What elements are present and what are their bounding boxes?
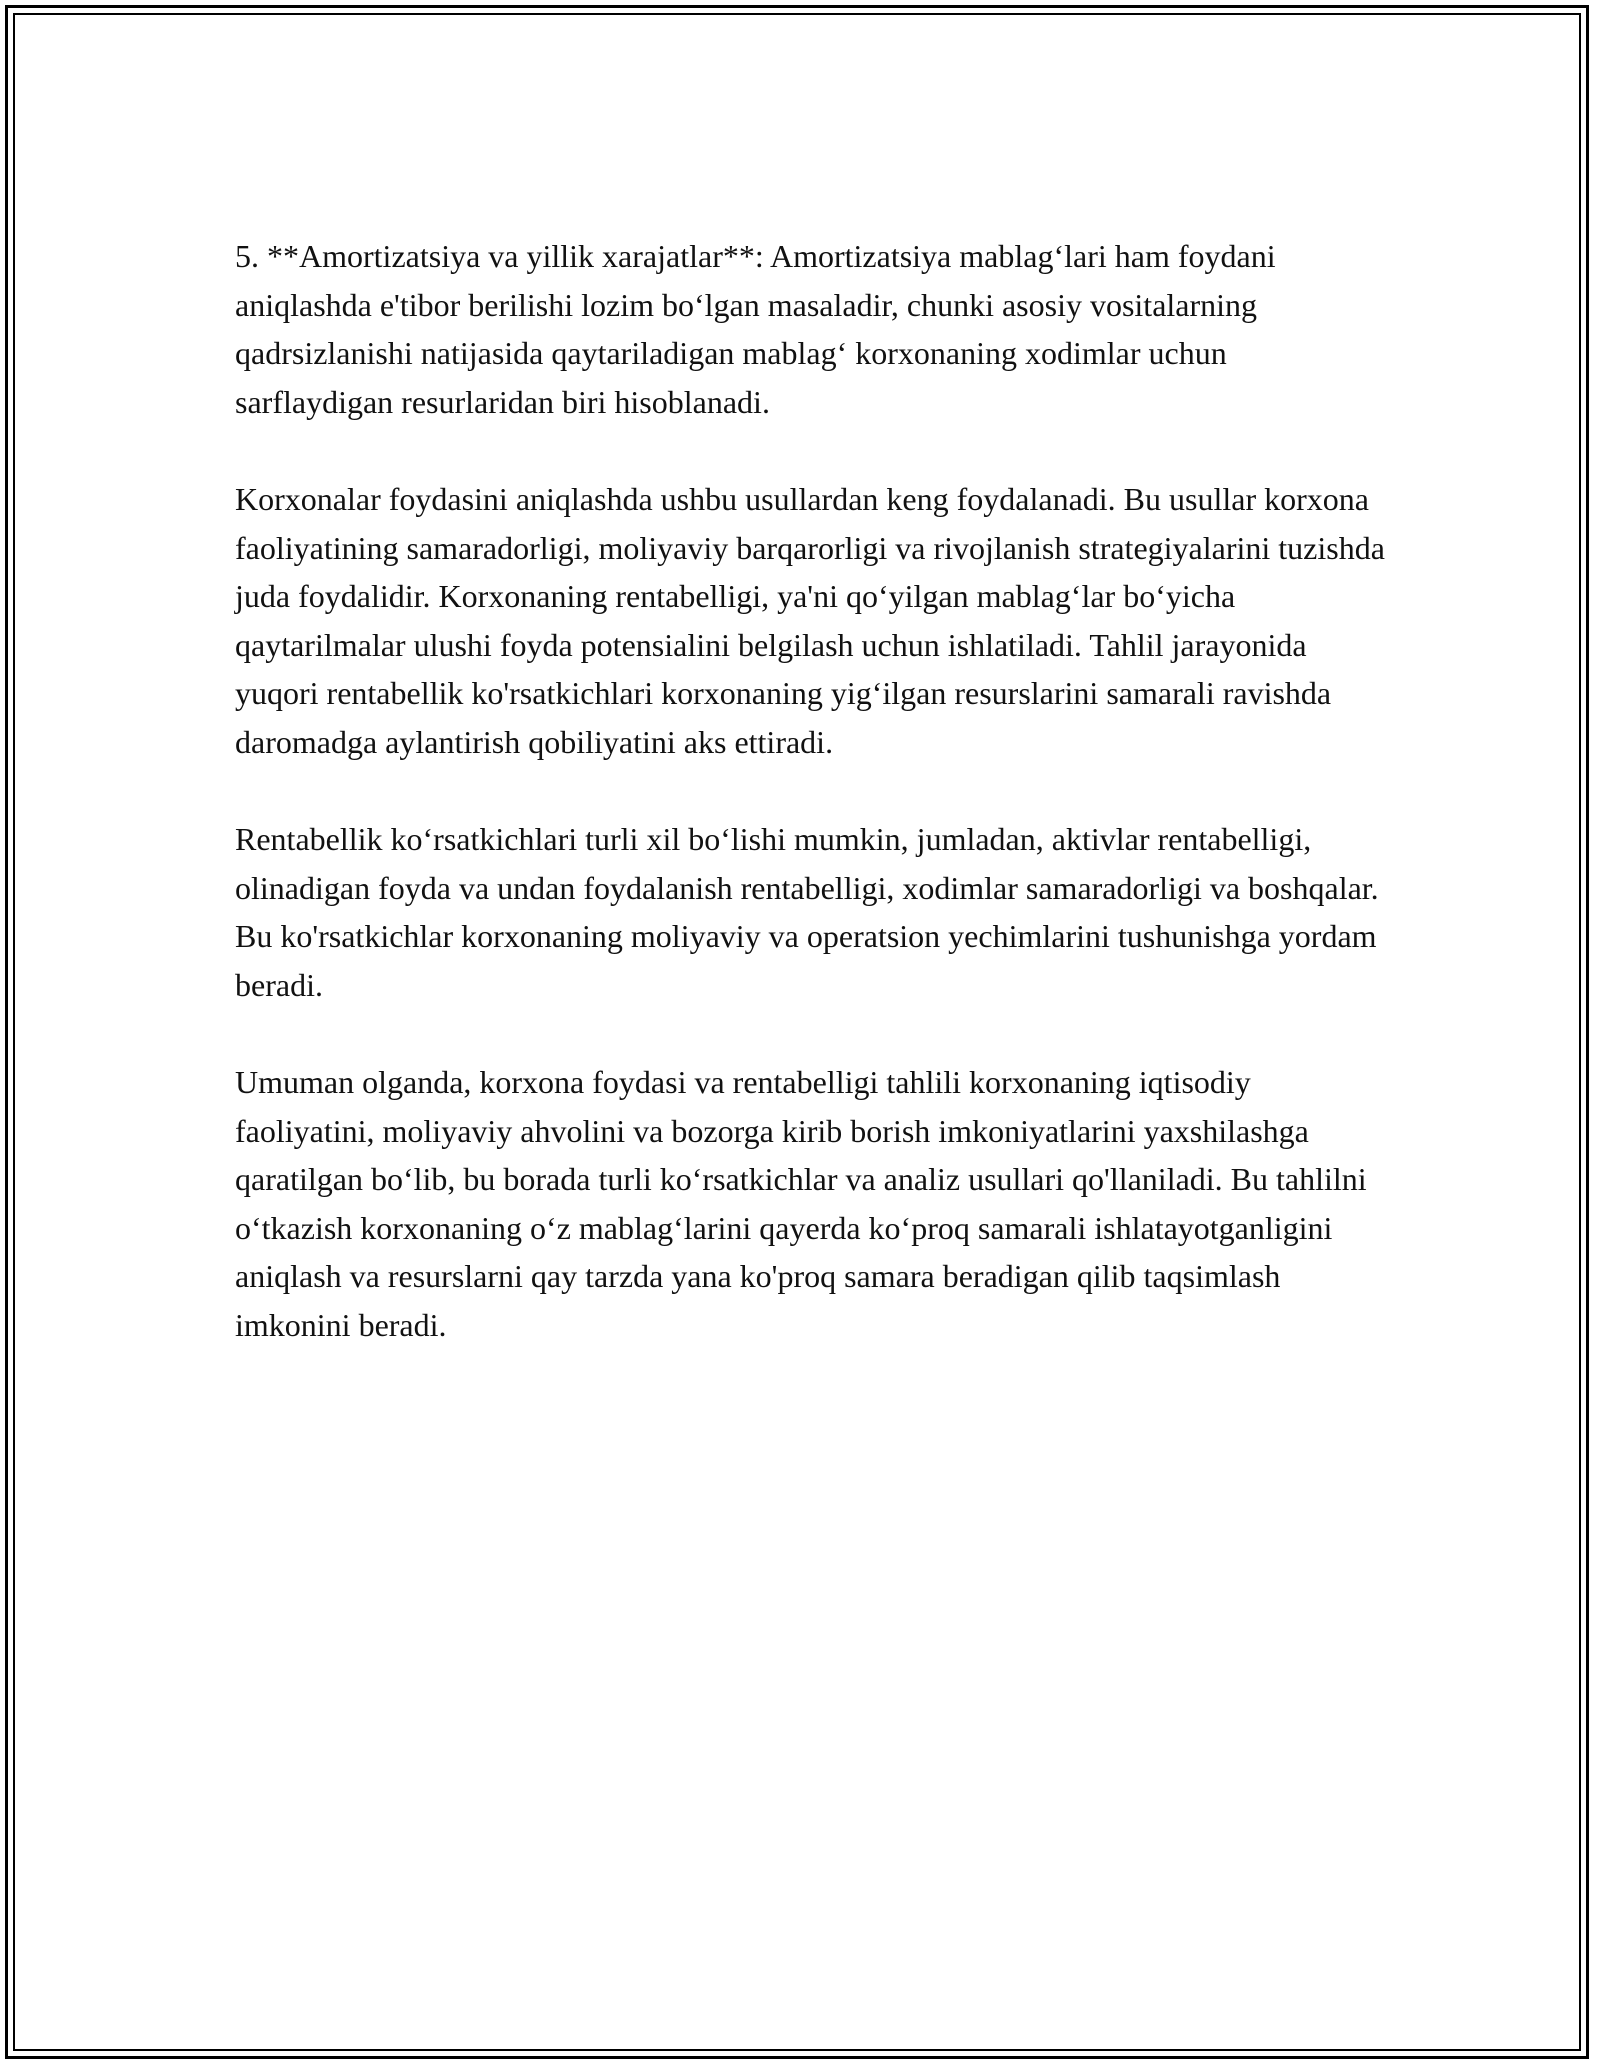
paragraph-conclusion: Umuman olganda, korxona foydasi va rentabelligi tahlili korxonaning iqtisodiy faoliyatini, moliyaviy ahvolini va bozorga kirib borish imkoniyatlarini yaxshilashga qaratilgan bo‘lib, bu borada turli ko‘rsatkichlar va analiz usullari qo'llaniladi. Bu tahlilni o‘tkazish korxonaning o‘z mablag‘larini qayerda ko‘proq samarali ishlatayotganligini aniqlash va resurslarni qay tarzda yana ko'proq samara beradigan qilib taqsimlash imkonini beradi. xyxy=(235,1064,1367,1343)
paragraph-profitability-indicators: Rentabellik ko‘rsatkichlari turli xil bo‘lishi mumkin, jumladan, aktivlar rentabelligi, olinadigan foyda va undan foydalanish rentabelligi, xodimlar samaradorligi va boshqalar. Bu ko'rsatkichlar korxonaning moliyaviy va operatsion yechimlarini tushunishga yordam beradi. xyxy=(235,821,1379,1003)
paragraph-amortization: 5. **Amortizatsiya va yillik xarajatlar**: Amortizatsiya mablag‘lari ham foydani aniqlashda e'tibor berilishi lozim bo‘lgan masaladir, chunki asosiy vositalarning qadrsizlanishi natijasida qaytariladigan mablag‘ korxonaning xodimlar uchun sarflaydigan resurlaridan biri hisoblanadi. xyxy=(235,238,1276,420)
paragraph-profit-methods: Korxonalar foydasini aniqlashda ushbu usullardan keng foydalanadi. Bu usullar korxona faoliyatining samaradorligi, moliyaviy barqarorligi va rivojlanish strategiyalarini tuzishda juda foydalidir. Korxonaning rentabelligi, ya'ni qo‘yilgan mablag‘lar bo‘yicha qaytarilmalar ulushi foyda potensialini belgilash uchun ishlatiladi. Tahlil jarayonida yuqori rentabellik ko'rsatkichlari korxonaning yig‘ilgan resurslarini samarali ravishda daromadga aylantirish qobiliyatini aks ettiradi. xyxy=(235,481,1385,760)
document-body xyxy=(235,232,1385,1398)
